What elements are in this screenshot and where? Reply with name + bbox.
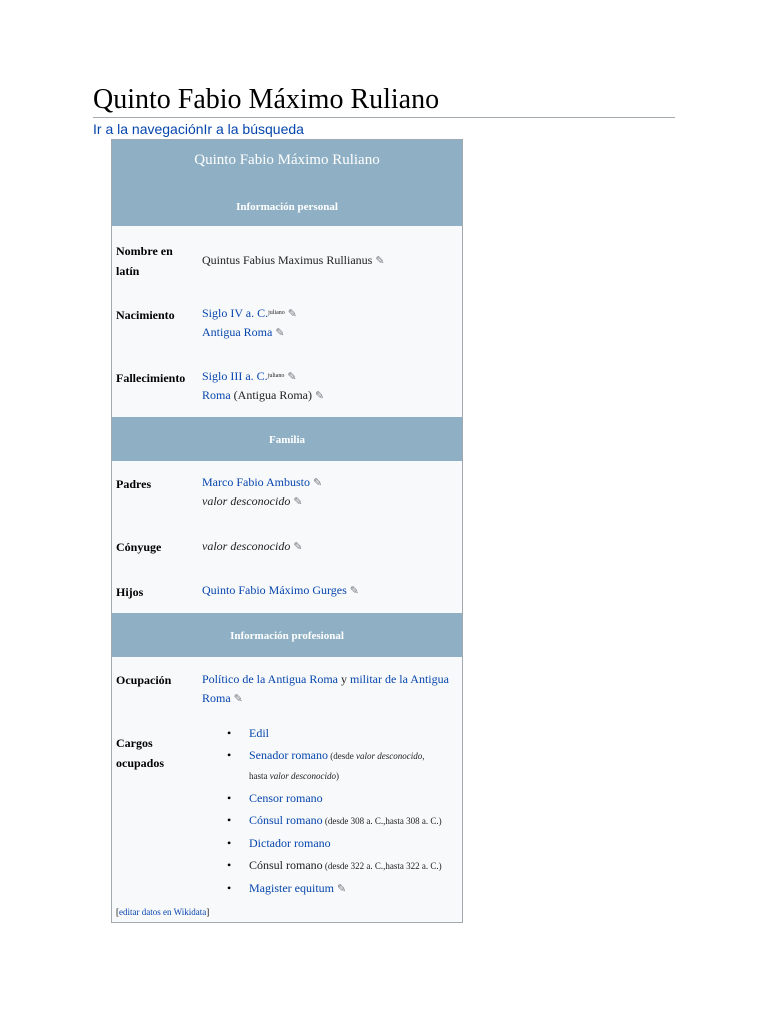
- list-item: • Cónsul romano (desde 308 a. C.,hasta 308 a. C.): [227, 813, 442, 827]
- list-item: • Senador romano (desde valor desconocido, hasta valor desconocido): [227, 748, 425, 781]
- jump-to-search-link[interactable]: Ir a la búsqueda: [203, 121, 304, 137]
- edit-pencil-icon[interactable]: ✎: [375, 254, 385, 267]
- value-ocupacion: Político de la Antigua Roma y militar de la Antigua Roma ✎: [202, 672, 449, 705]
- ocupacion-militar-link-cont[interactable]: Roma: [202, 691, 231, 705]
- value-conyuge: valor desconocido ✎: [202, 539, 303, 553]
- edit-pencil-icon[interactable]: ✎: [336, 882, 347, 895]
- label-conyuge: Cónyuge: [116, 540, 162, 554]
- value-padres: [202, 473, 460, 511]
- label-fallecimiento: Fallecimiento: [116, 371, 186, 385]
- list-item: • Dictador romano: [227, 836, 331, 850]
- cargo-senador-link[interactable]: Senador romano: [249, 748, 328, 762]
- edit-pencil-icon[interactable]: ✎: [313, 476, 323, 489]
- list-item: • Cónsul romano (desde 322 a. C.,hasta 322 a. C.): [227, 858, 442, 872]
- title-divider: [93, 117, 675, 118]
- padre-link[interactable]: Marco Fabio Ambusto: [202, 475, 310, 489]
- label-nacimiento: Nacimiento: [116, 308, 175, 322]
- label-nombre-latin: Nombre en latín: [116, 244, 173, 278]
- list-item: • Edil: [227, 726, 269, 740]
- cargo-magister-link[interactable]: Magister equitum: [249, 881, 334, 895]
- birth-place-link[interactable]: Antigua Roma: [202, 325, 273, 339]
- cargos-list: [200, 724, 462, 898]
- death-place-extra: (Antigua Roma): [230, 388, 312, 402]
- page-title: Quinto Fabio Máximo Ruliano: [93, 84, 440, 115]
- edit-wikidata-link[interactable]: editar datos en Wikidata: [119, 907, 207, 917]
- death-place-link[interactable]: Roma: [202, 388, 231, 402]
- ocupacion-politico-link[interactable]: Político de la Antigua Roma: [202, 672, 338, 686]
- cargo-consul-text: Cónsul romano: [249, 858, 323, 872]
- label-padres: Padres: [116, 477, 152, 491]
- value-fallecimiento: [202, 367, 460, 405]
- infobox-title: Quinto Fabio Máximo Ruliano: [112, 140, 462, 185]
- calendar-note: juliano: [267, 373, 285, 379]
- value-nombre-latin: Quintus Fabius Maximus Rullianus ✎: [202, 253, 385, 267]
- cargo-censor-link[interactable]: Censor romano: [249, 791, 323, 805]
- cargo-consul-link[interactable]: Cónsul romano: [249, 813, 323, 827]
- section-informacion-profesional: Información profesional: [112, 613, 462, 657]
- label-ocupacion: Ocupación: [116, 673, 172, 687]
- edit-wikidata: [editar datos en Wikidata]: [116, 907, 210, 917]
- death-date-link[interactable]: Siglo III a. C.: [202, 369, 268, 383]
- list-item: • Magister equitum ✎: [227, 881, 347, 895]
- jump-to-navigation-link[interactable]: Ir a la navegación: [93, 121, 204, 137]
- madre-value: valor desconocido: [202, 494, 291, 508]
- edit-pencil-icon[interactable]: ✎: [315, 389, 325, 402]
- jump-links: [93, 121, 304, 137]
- cargo-edil-link[interactable]: Edil: [249, 726, 269, 740]
- edit-pencil-icon[interactable]: ✎: [293, 540, 303, 553]
- calendar-note: juliano: [268, 310, 285, 316]
- label-cargos: Cargos ocupados: [116, 736, 165, 770]
- edit-pencil-icon[interactable]: ✎: [287, 307, 298, 320]
- infobox: [111, 139, 463, 923]
- edit-pencil-icon[interactable]: ✎: [233, 692, 243, 705]
- list-item: • Censor romano: [227, 791, 323, 805]
- section-informacion-personal: Información personal: [112, 185, 462, 226]
- edit-pencil-icon[interactable]: ✎: [293, 495, 303, 508]
- value-nacimiento: [202, 304, 460, 342]
- ocupacion-militar-link[interactable]: militar de la Antigua: [349, 672, 449, 686]
- hijo-link[interactable]: Quinto Fabio Máximo Gurges: [202, 583, 347, 597]
- label-hijos: Hijos: [116, 585, 144, 599]
- cargo-dictador-link[interactable]: Dictador romano: [249, 836, 331, 850]
- value-hijos: [202, 581, 460, 600]
- edit-pencil-icon[interactable]: ✎: [275, 326, 285, 339]
- edit-pencil-icon[interactable]: ✎: [287, 370, 297, 383]
- edit-pencil-icon[interactable]: ✎: [349, 584, 359, 597]
- birth-date-link[interactable]: Siglo IV a. C.: [202, 306, 269, 320]
- section-familia: Familia: [112, 417, 462, 461]
